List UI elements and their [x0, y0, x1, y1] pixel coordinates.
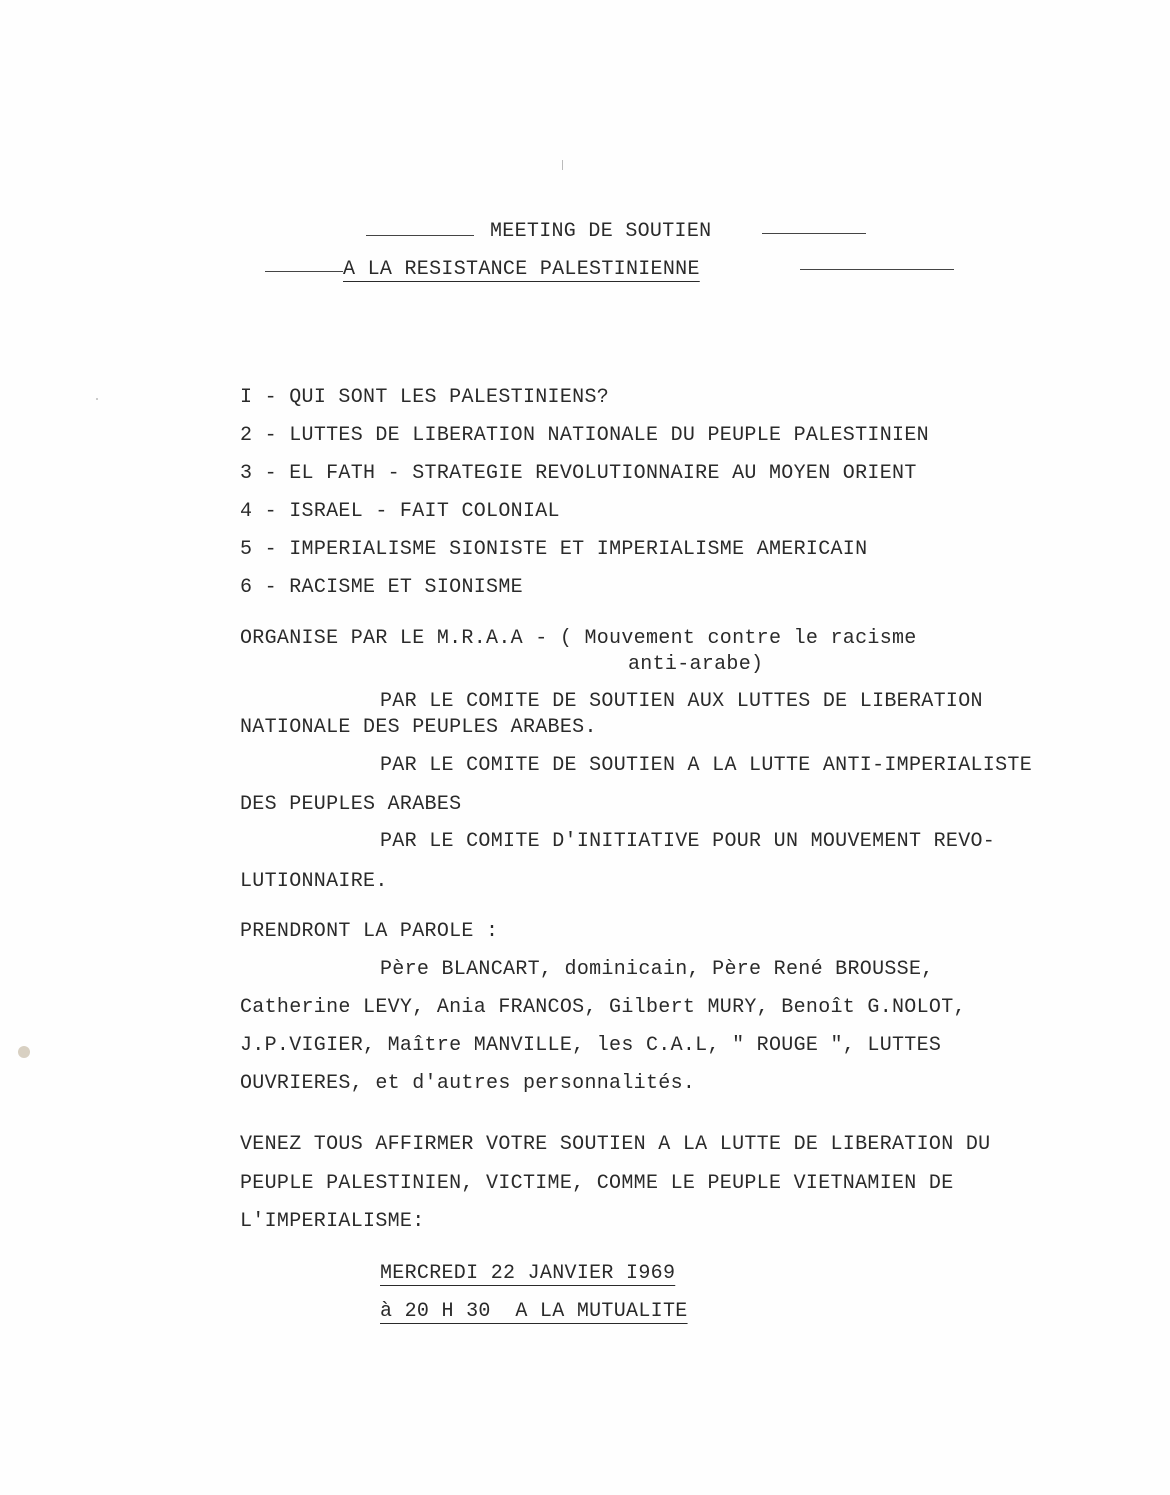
speakers-line-2: Catherine LEVY, Ania FRANCOS, Gilbert MURY, Benoît G.NOLOT,: [240, 996, 966, 1019]
topic-number: 5: [240, 538, 253, 561]
topic-number: 2: [240, 424, 253, 447]
appeal-line-2: PEUPLE PALESTINIEN, VICTIME, COMME LE PEUPLE VIETNAMIEN DE: [240, 1172, 954, 1195]
list-item: 2 - LUTTES DE LIBERATION NATIONALE DU PEUPLE PALESTINIEN: [240, 424, 929, 447]
list-item: 5 - IMPERIALISME SIONISTE ET IMPERIALISME AMERICAIN: [240, 538, 868, 561]
event-place: à 20 H 30 A LA MUTUALITE: [380, 1300, 688, 1323]
title-rule-right-2: [800, 269, 954, 270]
list-item: 4 - ISRAEL - FAIT COLONIAL: [240, 500, 560, 523]
organisers-intro-cont: anti-arabe): [628, 653, 764, 676]
topic-text: IMPERIALISME SIONISTE ET IMPERIALISME AMERICAIN: [289, 538, 868, 561]
topic-text: EL FATH - STRATEGIE REVOLUTIONNAIRE AU MOYEN ORIENT: [289, 462, 917, 485]
paper-speck: [562, 160, 563, 170]
organiser-2-line-2: DES PEUPLES ARABES: [240, 793, 462, 816]
organiser-3-line-1: PAR LE COMITE D'INITIATIVE POUR UN MOUVEMENT REVO-: [380, 830, 996, 853]
paper-speck: [18, 1046, 30, 1058]
event-date: MERCREDI 22 JANVIER I969: [380, 1262, 676, 1285]
topic-number: I: [240, 386, 253, 409]
title-line-1: MEETING DE SOUTIEN: [490, 220, 712, 243]
list-item: I - QUI SONT LES PALESTINIENS?: [240, 386, 610, 409]
topic-number: 6: [240, 576, 253, 599]
topic-text: LUTTES DE LIBERATION NATIONALE DU PEUPLE PALESTINIEN: [289, 424, 929, 447]
appeal-line-1: VENEZ TOUS AFFIRMER VOTRE SOUTIEN A LA LUTTE DE LIBERATION DU: [240, 1133, 991, 1156]
organiser-2-line-1: PAR LE COMITE DE SOUTIEN A LA LUTTE ANTI-IMPERIALISTE: [380, 754, 1033, 777]
topic-number: 4: [240, 500, 253, 523]
speakers-heading: PRENDRONT LA PAROLE :: [240, 920, 499, 943]
title-rule-left-1: [366, 235, 474, 236]
speakers-line-3: J.P.VIGIER, Maître MANVILLE, les C.A.L, " ROUGE ", LUTTES: [240, 1034, 942, 1057]
title-rule-right-1: [762, 233, 866, 234]
list-item: 6 - RACISME ET SIONISME: [240, 576, 523, 599]
appeal-line-3: L'IMPERIALISME:: [240, 1210, 425, 1233]
title-rule-left-2: [265, 271, 343, 272]
organisers-intro: ORGANISE PAR LE M.R.A.A - ( Mouvement contre le racisme: [240, 627, 917, 650]
topic-text: QUI SONT LES PALESTINIENS?: [289, 386, 610, 409]
speakers-line-4: OUVRIERES, et d'autres personnalités.: [240, 1072, 696, 1095]
organiser-1-line-2: NATIONALE DES PEUPLES ARABES.: [240, 716, 597, 739]
speakers-line-1: Père BLANCART, dominicain, Père René BROUSSE,: [380, 958, 934, 981]
topic-text: ISRAEL - FAIT COLONIAL: [289, 500, 560, 523]
topic-text: RACISME ET SIONISME: [289, 576, 523, 599]
organiser-1-line-1: PAR LE COMITE DE SOUTIEN AUX LUTTES DE LIBERATION: [380, 690, 983, 713]
organiser-3-line-2: LUTIONNAIRE.: [240, 870, 388, 893]
list-item: 3 - EL FATH - STRATEGIE REVOLUTIONNAIRE AU MOYEN ORIENT: [240, 462, 917, 485]
topic-number: 3: [240, 462, 253, 485]
paper-speck: [96, 398, 98, 400]
title-line-2: A LA RESISTANCE PALESTINIENNE: [343, 258, 700, 281]
